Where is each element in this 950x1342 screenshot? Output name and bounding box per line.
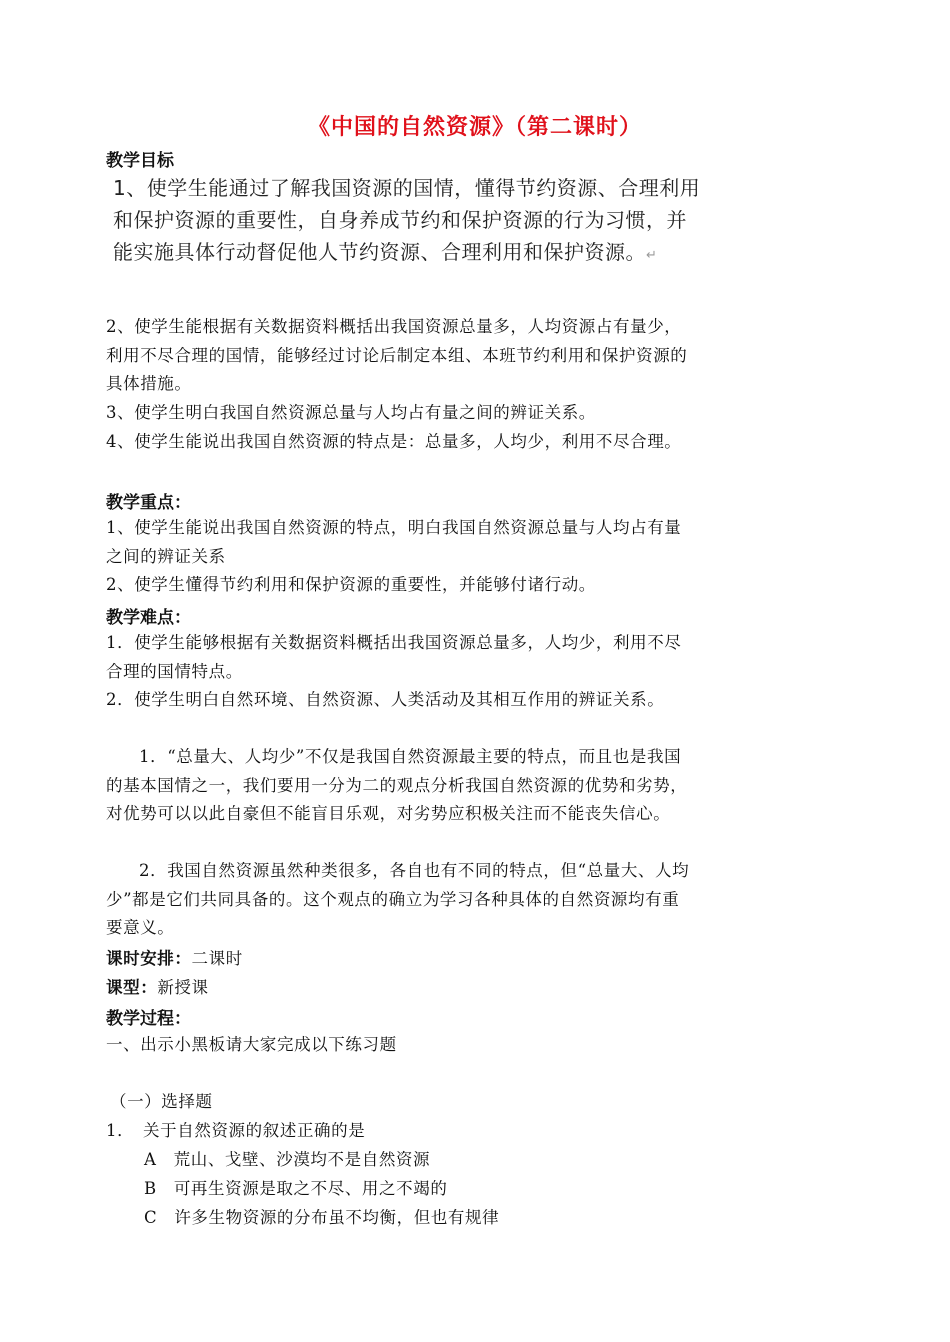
key-point-item-1: 1、使学生能说出我国自然资源的特点，明白我国自然资源总量与人均占有量之间的辨证关系 [106,518,682,566]
question-1-option-b: B 可再生资源是取之不尽、用之不竭的 [144,1179,448,1198]
paragraph-mark-icon: ↵ [646,248,658,263]
difficulty-note-2: 2．我国自然资源虽然种类很多，各自也有不同的特点，但“总量大、人均少”都是它们共同具备的。这个观点的确立为学习各种具体的自然资源均有重要意义。 [106,861,690,938]
objective-item-4: 4、使学生能说出我国自然资源的特点是：总量多，人均少，利用不尽合理。 [106,432,682,451]
difficulties-heading: 教学难点： [106,608,191,628]
process-heading: 教学过程： [106,1009,191,1029]
difficulty-item-1: 1．使学生能够根据有关数据资料概括出我国资源总量多，人均少，利用不尽合理的国情特点。 [106,633,682,681]
schedule-value: 二课时 [191,949,243,968]
schedule-line [106,945,696,974]
difficulty-item-2: 2．使学生明白自然环境、自然资源、人类活动及其相互作用的辨证关系。 [106,690,665,709]
objectives-heading: 教学目标 [106,151,174,171]
lesson-type-line [106,974,696,1003]
objective-item-1-text: 1、使学生能通过了解我国资源的国情，懂得节约资源、合理利用和保护资源的重要性，自身养成节约和保护资源的行为习惯，并能实施具体行动督促他人节约资源、合理利用和保护资源。 [113,176,701,264]
difficulty-note-1: 1．“总量大、人均少”不仅是我国自然资源最主要的特点，而且也是我国的基本国情之一，我们要用一分为二的观点分析我国自然资源的优势和劣势，对优势可以以此自豪但不能盲目乐观，对劣势应积极关注而不能丧失信心。 [106,747,688,824]
document-title: 《中国的自然资源》（第二课时） [307,115,642,140]
choice-section-title: （一）选择题 [110,1092,213,1111]
lesson-type-value: 新授课 [157,978,209,997]
key-point-item-2: 2、使学生懂得节约利用和保护资源的重要性，并能够付诸行动。 [106,575,596,594]
question-1: 1． 关于自然资源的叙述正确的是 [106,1121,366,1140]
objective-item-2: 2、使学生能根据有关数据资料概括出我国资源总量多，人均资源占有量少，利用不尽合理的国情，能够经过讨论后制定本组、本班节约利用和保护资源的具体措施。 [106,317,688,394]
schedule-label: 课时安排： [106,949,192,968]
lesson-type-label: 课型： [106,978,158,997]
process-step-1: 一、出示小黑板请大家完成以下练习题 [106,1035,397,1054]
objective-item-1 [113,172,703,272]
question-1-option-a: A 荒山、戈壁、沙漠均不是自然资源 [144,1150,431,1169]
key-points-heading: 教学重点： [106,493,191,513]
objective-item-3: 3、使学生明白我国自然资源总量与人均占有量之间的辨证关系。 [106,403,596,422]
question-1-option-c: C 许多生物资源的分布虽不均衡，但也有规律 [144,1208,500,1227]
